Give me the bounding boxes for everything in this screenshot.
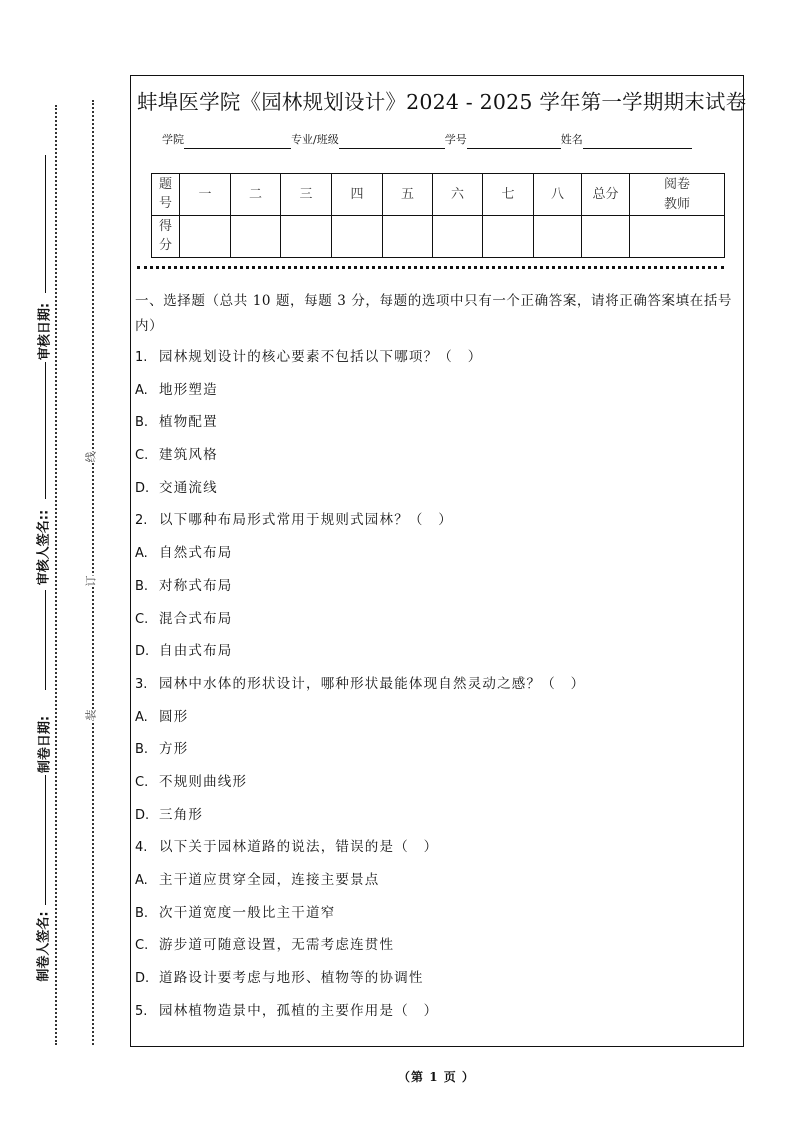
question-3: 3. 园林中水体的形状设计，哪种形状最能体现自然灵动之感？（ ）	[135, 675, 586, 692]
q4-option-d: D. 道路设计要考虑与地形、植物等的协调性	[135, 970, 424, 987]
q4-option-c: C. 游步道可随意设置，无需考虑连贯性	[135, 937, 395, 954]
score-cell-5[interactable]	[383, 216, 433, 258]
reviewer-signature-line	[45, 362, 46, 499]
question-4: 4. 以下关于园林道路的说法，错误的是（ ）	[135, 839, 439, 856]
student-id-label: 学号	[444, 133, 467, 146]
q3-option-c: C. 不规则曲线形	[135, 773, 248, 790]
preparer-signature-label: 制卷人签名:	[36, 911, 52, 982]
name-field[interactable]	[583, 134, 692, 149]
q4-option-a: A. 主干道应贯穿全园，连接主要景点	[135, 872, 380, 888]
q2-option-c: C. 混合式布局	[135, 610, 233, 627]
q1-option-d: D. 交通流线	[135, 479, 218, 496]
score-row	[152, 216, 725, 258]
outer-dotted-line	[55, 105, 57, 1045]
binding-char-line: 线	[84, 451, 98, 463]
score-table	[151, 173, 725, 258]
binding-char-bind: 装	[84, 709, 98, 721]
score-cell-grader[interactable]	[630, 216, 725, 258]
review-date-line	[45, 155, 46, 293]
score-cell-8[interactable]	[534, 216, 582, 258]
score-cell-4[interactable]	[332, 216, 383, 258]
q2-option-a: A. 自然式布局	[135, 545, 233, 562]
prep-date-line	[45, 775, 46, 905]
q2-option-d: D. 自由式布局	[135, 643, 233, 660]
score-row-header: 得 分	[152, 216, 180, 258]
student-info-row	[162, 131, 692, 149]
reviewer-signature-label: 审核人签名::	[36, 509, 52, 586]
score-cell-7[interactable]	[483, 216, 534, 258]
question-section	[135, 289, 737, 1033]
binding-char-staple: 订	[84, 575, 98, 587]
college-field[interactable]	[184, 134, 291, 149]
q3-option-b: B. 方形	[135, 741, 189, 758]
q3-option-d: D. 三角形	[135, 806, 204, 823]
score-cell-1[interactable]	[180, 216, 231, 258]
score-cell-total[interactable]	[582, 216, 630, 258]
major-class-label: 专业/班级	[291, 133, 339, 146]
review-date-label: 审核日期:	[37, 302, 53, 361]
q2-option-b: B. 对称式布局	[135, 577, 233, 594]
score-cell-2[interactable]	[231, 216, 281, 258]
student-id-field[interactable]	[467, 134, 561, 149]
col-header-7: 七	[483, 174, 534, 216]
reviewer-signature-line-2	[45, 590, 46, 690]
score-cell-6[interactable]	[433, 216, 483, 258]
page-number: （第 1 页 ）	[398, 1070, 475, 1084]
col-header-2: 二	[231, 174, 281, 216]
exam-title: 蚌埠医学院《园林规划设计》2024 - 2025 学年第一学期期末试卷	[137, 90, 747, 114]
inner-dotted-line	[92, 100, 94, 1045]
col-header-4: 四	[332, 174, 383, 216]
q1-option-c: C. 建筑风格	[135, 447, 218, 464]
q4-option-b: B. 次干道宽度一般比主干道窄	[135, 904, 336, 921]
col-header-5: 五	[383, 174, 433, 216]
col-header-3: 三	[281, 174, 332, 216]
major-class-field[interactable]	[339, 134, 445, 149]
question-1: 1. 园林规划设计的核心要素不包括以下哪项？（ ）	[135, 349, 483, 365]
col-header-grader: 阅卷 教师	[630, 174, 725, 216]
score-cell-3[interactable]	[281, 216, 332, 258]
question-2: 2. 以下哪种布局形式常用于规则式园林？（ ）	[135, 512, 453, 529]
section-heading: 一、选择题（总共 10 题，每题 3 分，每题的选项中只有一个正确答案，请将正确答案填在括号内）	[135, 293, 733, 334]
q1-option-b: B. 植物配置	[135, 414, 218, 431]
question-5: 5. 园林植物造景中，孤植的主要作用是（ ）	[135, 1002, 439, 1019]
question-number-header: 题 号	[152, 174, 180, 216]
q1-option-a: A. 地形塑造	[135, 381, 218, 398]
col-header-8: 八	[534, 174, 582, 216]
question-number-row	[152, 174, 725, 216]
col-header-6: 六	[433, 174, 483, 216]
dotted-separator	[137, 266, 724, 269]
q3-option-a: A. 圆形	[135, 708, 189, 725]
col-header-1: 一	[180, 174, 231, 216]
prep-date-label: 制卷日期:	[37, 715, 53, 774]
col-header-total: 总分	[582, 174, 630, 216]
college-label: 学院	[162, 133, 184, 146]
name-label: 姓名	[560, 133, 583, 146]
